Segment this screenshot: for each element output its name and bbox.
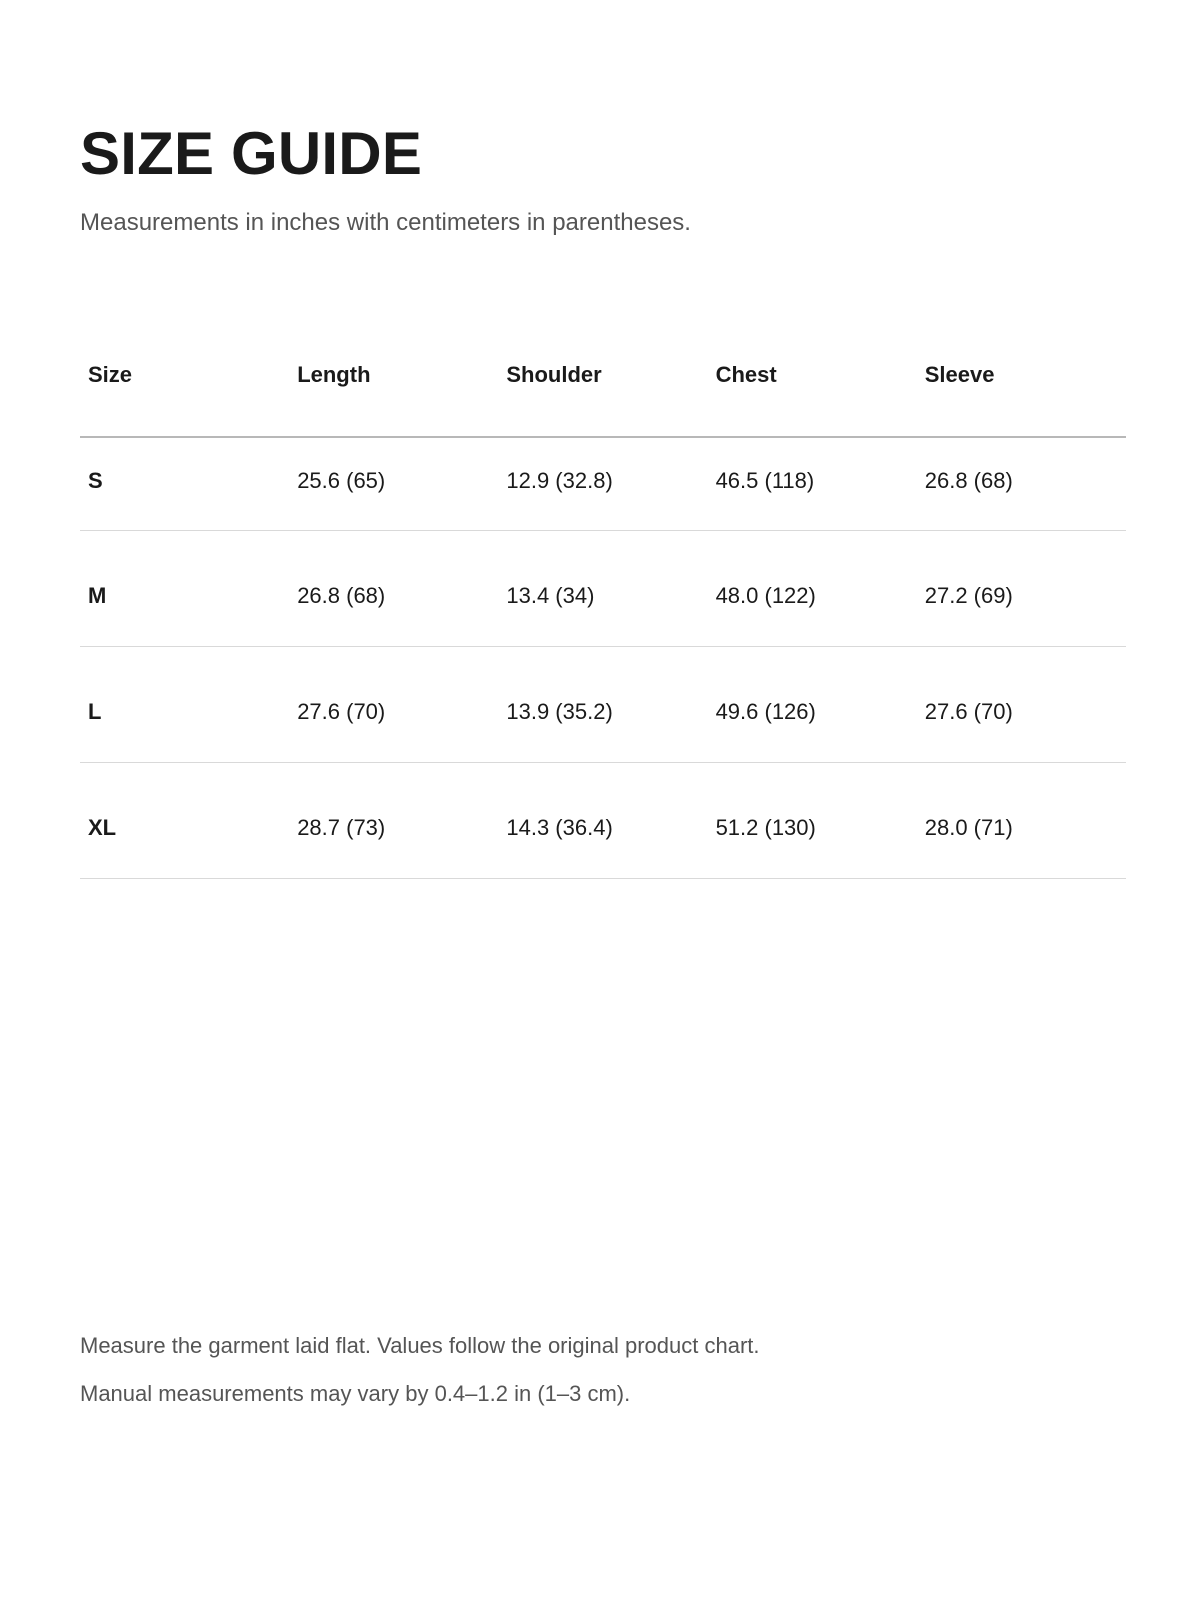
table-row bbox=[80, 531, 1126, 647]
shoulder-cell bbox=[498, 763, 707, 879]
length-value: 27.6 (70) bbox=[297, 699, 386, 724]
size-label: S bbox=[88, 468, 103, 493]
size-label: M bbox=[88, 583, 107, 608]
sleeve-value: 28.0 (71) bbox=[924, 815, 1013, 840]
table-row bbox=[80, 437, 1126, 531]
length-cell bbox=[289, 763, 498, 879]
length-value: 26.8 (68) bbox=[297, 583, 386, 608]
sleeve-cell bbox=[917, 437, 1126, 531]
page-title: SIZE GUIDE bbox=[80, 120, 423, 187]
column-header-size: Size bbox=[80, 360, 289, 437]
footnote-measurement-variance: Manual measurements may vary by 0.4–1.2 in (1–3 cm). bbox=[80, 1381, 631, 1406]
size-cell bbox=[80, 647, 289, 763]
size-cell bbox=[80, 531, 289, 647]
chest-value: 49.6 (126) bbox=[715, 699, 816, 724]
table-body bbox=[80, 437, 1126, 879]
footnote-measure-flat: Measure the garment laid flat. Values follow the original product chart. bbox=[80, 1333, 760, 1358]
size-table bbox=[80, 360, 1126, 879]
footnotes bbox=[80, 1330, 760, 1426]
sleeve-value: 27.2 (69) bbox=[924, 583, 1013, 608]
length-value: 25.6 (65) bbox=[297, 468, 386, 493]
length-value: 28.7 (73) bbox=[297, 815, 386, 840]
size-label: L bbox=[88, 699, 102, 724]
size-label: XL bbox=[88, 815, 117, 840]
chest-cell bbox=[708, 647, 917, 763]
table-row bbox=[80, 647, 1126, 763]
sleeve-cell bbox=[917, 647, 1126, 763]
sleeve-value: 27.6 (70) bbox=[924, 699, 1013, 724]
chest-value: 46.5 (118) bbox=[715, 468, 815, 493]
shoulder-value: 12.9 (32.8) bbox=[506, 468, 613, 493]
column-header-chest: Chest bbox=[708, 360, 917, 437]
size-cell bbox=[80, 763, 289, 879]
sleeve-value: 26.8 (68) bbox=[924, 468, 1013, 493]
table-header bbox=[80, 360, 1126, 437]
page-subtitle: Measurements in inches with centimeters in parentheses. bbox=[80, 209, 691, 236]
size-cell bbox=[80, 437, 289, 531]
chest-cell bbox=[708, 437, 917, 531]
shoulder-cell bbox=[498, 437, 707, 531]
column-header-shoulder: Shoulder bbox=[498, 360, 707, 437]
column-header-length: Length bbox=[289, 360, 498, 437]
length-cell bbox=[289, 531, 498, 647]
shoulder-cell bbox=[498, 531, 707, 647]
chest-cell bbox=[708, 531, 917, 647]
sleeve-cell bbox=[917, 531, 1126, 647]
chest-value: 48.0 (122) bbox=[715, 583, 816, 608]
shoulder-cell bbox=[498, 647, 707, 763]
table-header-row bbox=[80, 360, 1126, 437]
shoulder-value: 14.3 (36.4) bbox=[506, 815, 613, 840]
column-header-sleeve: Sleeve bbox=[917, 360, 1126, 437]
length-cell bbox=[289, 647, 498, 763]
shoulder-value: 13.9 (35.2) bbox=[506, 699, 613, 724]
chest-value: 51.2 (130) bbox=[715, 815, 816, 840]
length-cell bbox=[289, 437, 498, 531]
chest-cell bbox=[708, 763, 917, 879]
table-row bbox=[80, 763, 1126, 879]
shoulder-value: 13.4 (34) bbox=[506, 583, 595, 608]
sleeve-cell bbox=[917, 763, 1126, 879]
